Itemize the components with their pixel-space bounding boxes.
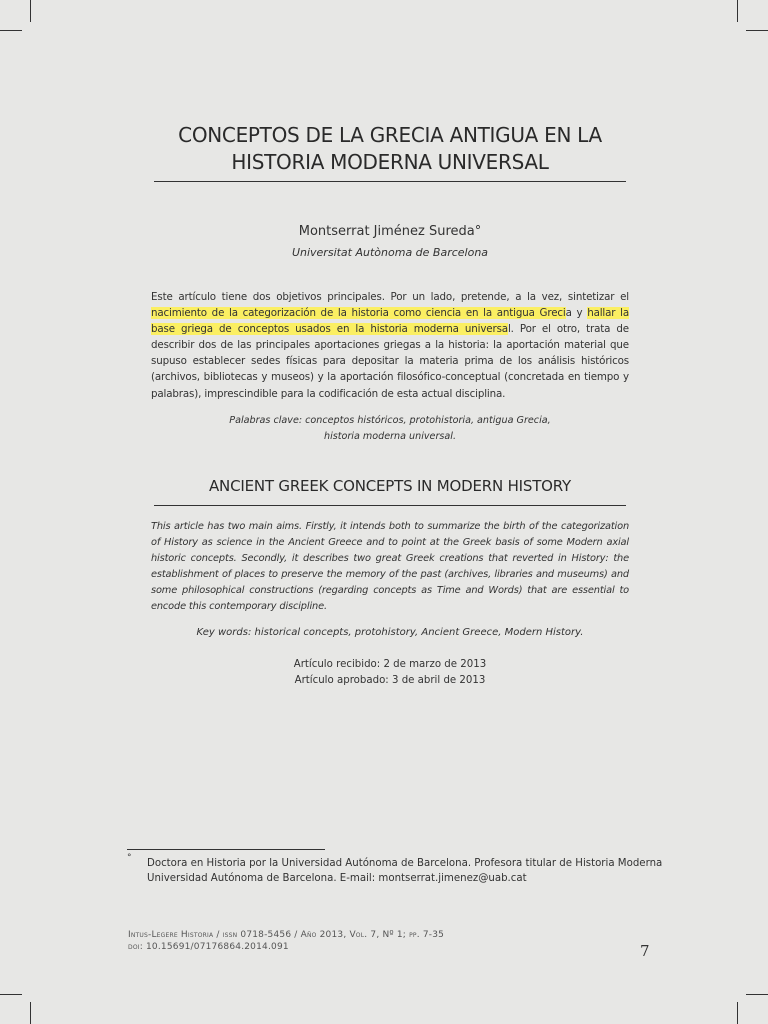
author-affiliation: Universitat Autònoma de Barcelona (291, 246, 489, 259)
article-title-line-1: CONCEPTOS DE LA GRECIA ANTIGUA EN LA (178, 123, 602, 147)
crop-mark-top-left-h (0, 30, 22, 31)
abstract-es-text-1: Este artículo tiene dos objetivos principales. Por un lado, pretende, a la vez, sintetizar el (151, 291, 629, 303)
keywords-spanish (151, 413, 629, 444)
english-title: ANCIENT GREEK CONCEPTS IN MODERN HISTORY (209, 477, 571, 495)
article-title (130, 122, 650, 176)
crop-mark-bottom-left-v (30, 1002, 31, 1024)
abstract-es-text-2: a y (565, 307, 588, 320)
title-rule (154, 181, 626, 182)
footnote-mark: ° (127, 853, 132, 863)
crop-mark-top-left-v (30, 0, 31, 22)
english-title-rule (154, 505, 626, 506)
keywords-es-line-1: Palabras clave: conceptos históricos, protohistoria, antigua Grecia, (229, 415, 551, 426)
footnote-separator (127, 849, 325, 850)
journal-doi: doi: 10.15691/07176864.2014.091 (128, 942, 289, 952)
crop-mark-top-right-h (746, 30, 768, 31)
footnote-text: Doctora en Historia por la Universidad Autónoma de Barcelona. Profesora titular de Historia Moderna Universidad Autónoma de Barcelona. E-mail: montserrat.jimenez@uab.cat (147, 858, 663, 884)
keywords-english: Key words: historical concepts, protohistory, Ancient Greece, Modern History. (196, 627, 584, 638)
abstract-es-text-3: l. Por el otro, trata de describir dos de las principales aportaciones griegas a la historia: la aportación material que supuso establecer sedes físicas para depositar la materia prima de los análisis históricos (archivos, bibliotecas y museos) y la aportación filosófico-conceptual (concretada en tiempo y palabras), imprescindible para la codificación de esta actual disciplina. (151, 323, 629, 400)
journal-citation-line-1: Intus-Legere Historia / issn 0718-5456 / Año 2013, Vol. 7, Nº 1; pp. 7-35 (128, 930, 445, 940)
abstract-english: This article has two main aims. Firstly, it intends both to summarize the birth of the categorization of History as science in the Ancient Greece and to point at the Greek basis of some Modern axial historic concepts. Secondly, it describes two great Greek creations that reverted in History: the establishment of places to preserve the memory of the past (archives, libraries and museums) and some philosophical constructions (regarding concepts as Time and Words) that are essential to encode this contemporary discipline. (151, 521, 629, 613)
crop-mark-bottom-right-h (746, 994, 768, 995)
abstract-spanish (151, 289, 629, 402)
author-name: Montserrat Jiménez Sureda° (298, 224, 482, 239)
article-title-line-2: HISTORIA MODERNA UNIVERSAL (231, 150, 549, 174)
crop-mark-bottom-left-h (0, 994, 22, 995)
date-approved: Artículo aprobado: 3 de abril de 2013 (294, 675, 486, 686)
article-dates (151, 657, 629, 689)
crop-mark-top-right-v (737, 0, 738, 22)
highlighted-passage-2[interactable]: hallar la base griega de conceptos usados en la historia moderna universa (151, 307, 629, 336)
date-received: Artículo recibido: 2 de marzo de 2013 (293, 659, 487, 670)
page-number: 7 (640, 942, 650, 960)
keywords-es-line-2: historia moderna universal. (323, 430, 457, 442)
journal-citation (128, 929, 444, 953)
crop-mark-bottom-right-v (737, 1002, 738, 1024)
highlighted-passage-1[interactable]: nacimiento de la categorización de la historia como ciencia en la antigua Greci (151, 307, 566, 320)
